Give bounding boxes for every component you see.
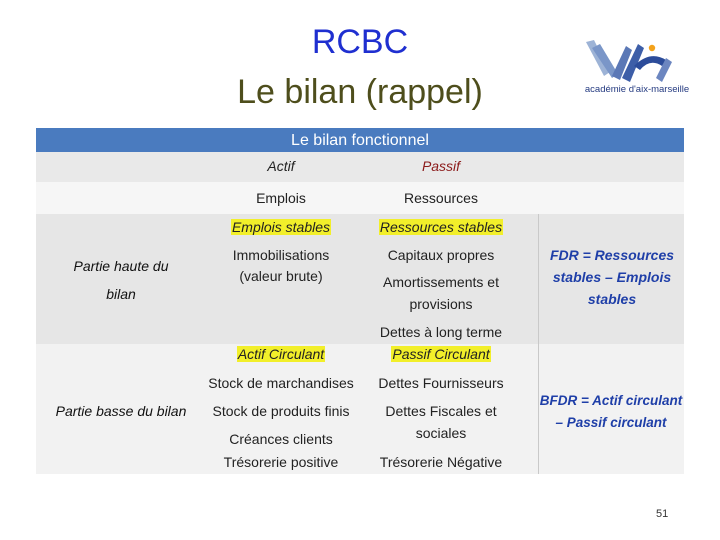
page-number: 51 [656, 508, 669, 520]
actif-item-stock-marchandises: Stock de marchandises [208, 375, 354, 391]
actif-title-bottom: Actif Circulant [237, 346, 325, 362]
slide-subtitle: Le bilan (rappel) [237, 73, 483, 111]
actif-item-creances: Créances clients [229, 431, 333, 447]
slide-title: RCBC [311, 23, 409, 61]
passif-item-capitaux: Capitaux propres [387, 247, 495, 263]
column-actif: Actif [267, 158, 295, 174]
passif-item-provisions: provisions [409, 296, 473, 312]
passif-item-fiscales: Dettes Fiscales et [385, 403, 497, 419]
actif-item-tresorerie: Trésorerie positive [223, 454, 339, 470]
actif-item-immobilisations: Immobilisations [232, 247, 330, 263]
actif-title-top: Emplois stables [231, 219, 331, 235]
passif-item-sociales: sociales [415, 425, 467, 441]
passif-title-bottom: Passif Circulant [392, 346, 490, 362]
passif-item-amortissements: Amortissements et [383, 274, 499, 290]
row-label-bottom: Partie basse du bilan [55, 403, 187, 419]
formula-divider [538, 214, 539, 474]
band-labels [36, 182, 684, 214]
label-ressources: Ressources [404, 190, 478, 206]
band-columns [36, 152, 684, 182]
column-passif: Passif [421, 158, 461, 174]
formula-bfdr-line2: – Passif circulant [555, 415, 667, 430]
academy-logo [582, 36, 692, 100]
formula-fdr-line2: stables – Emplois [552, 269, 672, 285]
passif-title-top: Ressources stables [379, 219, 503, 235]
actif-item-valeur-brute: (valeur brute) [239, 268, 323, 284]
passif-item-fournisseurs: Dettes Fournisseurs [378, 375, 504, 391]
row-label-top-line2: bilan [106, 286, 136, 302]
passif-item-dettes-long-terme: Dettes à long terme [379, 324, 503, 340]
formula-bfdr-line1: BFDR = Actif circulant [539, 393, 683, 408]
table-header: Le bilan fonctionnel [36, 128, 684, 152]
academy-logo-icon [582, 36, 692, 84]
formula-fdr-line3: stables [587, 291, 637, 307]
row-label-top-line1: Partie haute du [73, 258, 169, 274]
passif-item-tresorerie: Trésorerie Négative [379, 454, 503, 470]
actif-item-stock-produits: Stock de produits finis [212, 403, 350, 419]
logo-text: académie d'aix-marseille [584, 84, 690, 95]
label-emplois: Emplois [256, 190, 306, 206]
formula-fdr-line1: FDR = Ressources [549, 247, 675, 263]
